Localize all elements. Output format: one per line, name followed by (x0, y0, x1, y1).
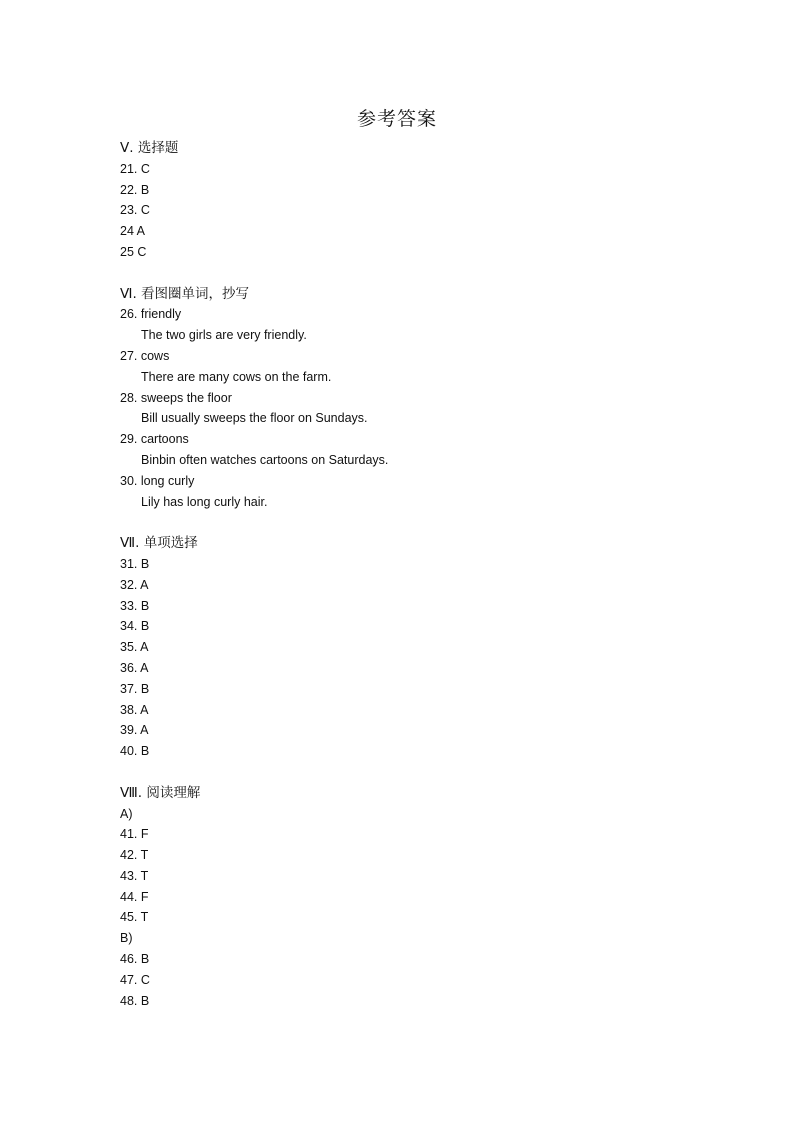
section-gap (120, 512, 720, 533)
answer-item: 24 A (120, 224, 146, 239)
answer-sentence: Binbin often watches cartoons on Saturdays. (141, 452, 389, 467)
answer-item: 30. long curly (120, 473, 195, 488)
answer-item: 29. cartoons (120, 432, 189, 447)
answer-item: 21. C (120, 161, 150, 176)
answer-item: 28. sweeps the floor (120, 390, 232, 405)
answer-item: 27. cows (120, 348, 170, 363)
answer-item: 31. B (120, 556, 150, 571)
answer-item: 42. T (120, 848, 149, 863)
answer-sentence: The two girls are very friendly. (141, 328, 307, 343)
answer-sentence: There are many cows on the farm. (141, 369, 332, 384)
section-heading: Ⅶ. 单项选择 (120, 535, 198, 552)
answer-item: 32. A (120, 577, 149, 592)
section-heading: Ⅴ. 选择题 (120, 140, 179, 156)
answer-item: 43. T (120, 868, 149, 883)
answer-item: 40. B (120, 744, 150, 759)
answer-item: 47. C (120, 972, 150, 987)
answer-item: 39. A (120, 723, 149, 738)
section-heading: Ⅷ. 阅读理解 (120, 784, 201, 801)
answer-item: 34. B (120, 619, 150, 634)
answer-item: 33. B (120, 598, 150, 613)
answer-item: 36. A (120, 660, 149, 675)
section-heading: Ⅵ. 看图圈单词，抄写 (120, 285, 250, 302)
answer-item: 44. F (120, 889, 149, 904)
answer-item: B) (120, 931, 133, 946)
answer-content (120, 138, 720, 1011)
answer-item: 37. B (120, 681, 150, 696)
answer-item: 25 C (120, 244, 147, 259)
answer-item: 45. T (120, 910, 149, 925)
answer-item: 22. B (120, 182, 150, 197)
answer-item: 41. F (120, 827, 149, 842)
answer-sentence: Bill usually sweeps the floor on Sundays. (141, 411, 368, 426)
answer-item: 46. B (120, 952, 150, 967)
answer-item: 38. A (120, 702, 149, 717)
answer-item: 48. B (120, 993, 150, 1008)
section-gap (120, 762, 720, 783)
answer-item: 26. friendly (120, 307, 182, 322)
answer-sentence: Lily has long curly hair. (141, 494, 268, 509)
section-gap (120, 263, 720, 284)
page-title: 参考答案 (356, 108, 437, 130)
answer-item: 23. C (120, 203, 150, 218)
answer-item: 35. A (120, 640, 149, 655)
answer-item: A) (120, 806, 133, 821)
